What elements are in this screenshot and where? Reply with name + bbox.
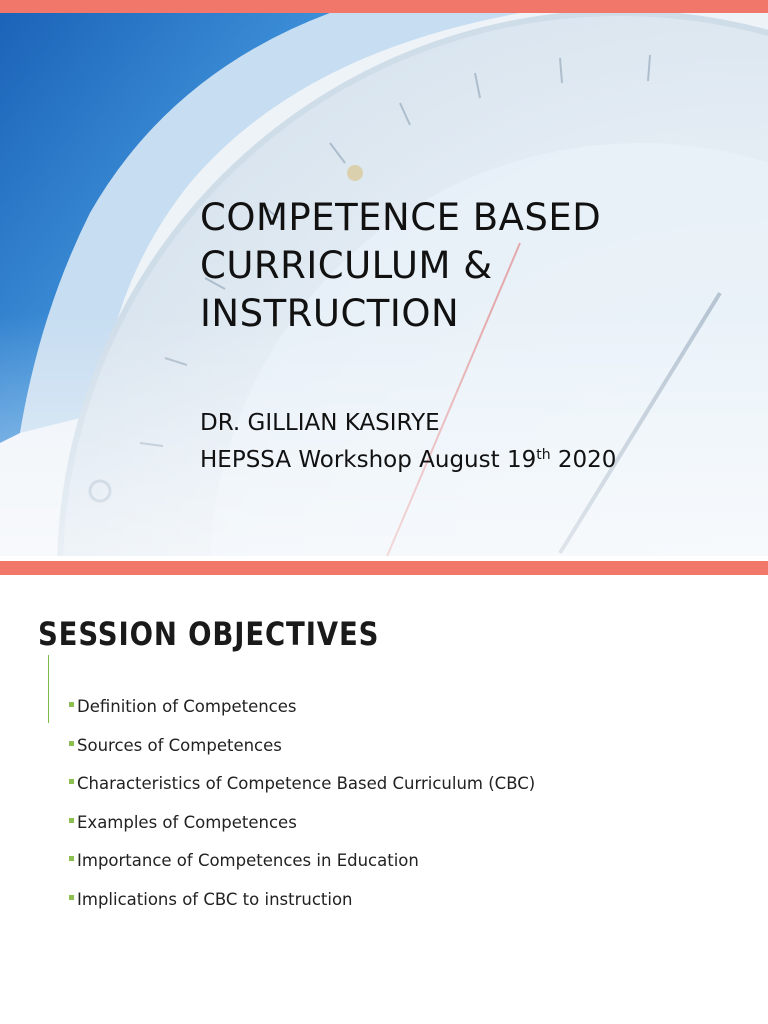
heading-divider-line (48, 655, 49, 723)
objectives-list (69, 697, 535, 928)
list-item (69, 813, 535, 852)
objective-text: Definition of Competences (77, 697, 297, 716)
list-item (69, 851, 535, 890)
title-line-2: CURRICULUM & (200, 244, 493, 287)
event-suffix: 2020 (550, 447, 617, 473)
objective-text: Importance of Competences in Education (77, 851, 419, 870)
title-slide (0, 13, 768, 556)
list-item (69, 736, 535, 775)
objective-text: Characteristics of Competence Based Curriculum (CBC) (77, 774, 536, 793)
title-line-3: INSTRUCTION (200, 292, 460, 335)
square-bullet-icon (69, 895, 74, 900)
title-line-1: COMPETENCE BASED (200, 196, 602, 239)
author-name: DR. GILLIAN KASIRYE (200, 410, 440, 436)
list-item (69, 890, 535, 929)
list-item (69, 774, 535, 813)
slide-title (200, 194, 740, 338)
square-bullet-icon (69, 856, 74, 861)
event-prefix: HEPSSA Workshop August 19 (200, 447, 537, 473)
objective-text: Implications of CBC to instruction (77, 889, 353, 909)
objective-text: Examples of Competences (77, 812, 297, 832)
objectives-slide (0, 575, 768, 1024)
event-line (200, 442, 616, 479)
square-bullet-icon (69, 779, 74, 784)
top-accent-bar (0, 0, 768, 13)
square-bullet-icon (69, 702, 74, 707)
event-superscript: th (536, 447, 551, 463)
slide-separator-bar (0, 561, 768, 575)
objectives-heading: SESSION OBJECTIVES (38, 615, 380, 653)
slide-subtitle (200, 405, 616, 479)
list-item (69, 697, 535, 736)
square-bullet-icon (69, 741, 74, 746)
square-bullet-icon (69, 818, 74, 823)
objective-text: Sources of Competences (77, 735, 282, 755)
